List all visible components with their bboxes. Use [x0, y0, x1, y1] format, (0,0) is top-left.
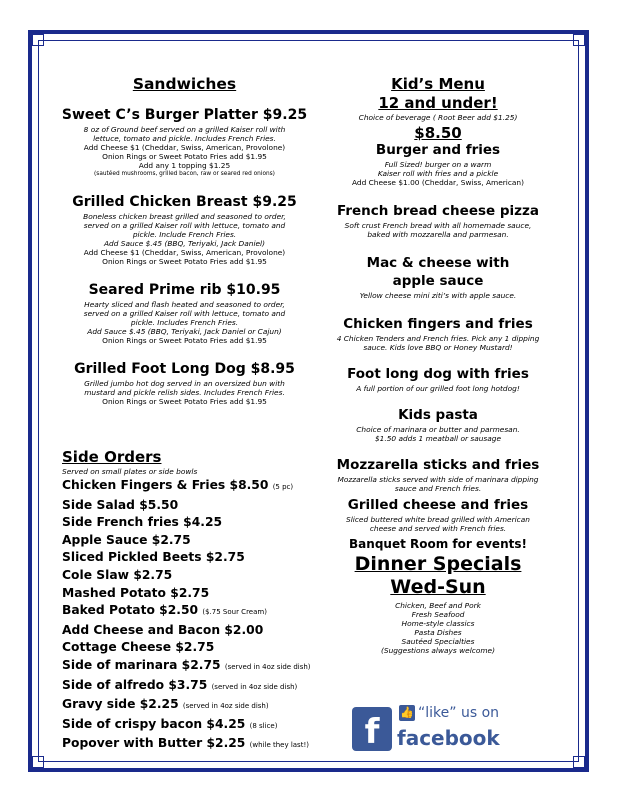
side-order-item	[62, 657, 322, 677]
kids-menu-subtitle-text: 12 and under!	[378, 94, 498, 112]
kid-item-burger	[312, 142, 564, 187]
menu-item-grilled-chicken	[52, 194, 317, 266]
item-desc: Hearty sliced and flash heated and seasoned to order,	[84, 300, 285, 309]
item-desc: 8 oz of Ground beef served on a grilled Kaiser roll with	[83, 125, 286, 134]
item-desc: Add Sauce $.45 (BBQ, Teriyaki, Jack Daniel or Cajun)	[87, 327, 282, 336]
kids-beverage-note: Choice of beverage ( Root Beer add $1.25)	[358, 113, 518, 122]
item-addon: Add any 1 topping $1.25	[138, 161, 231, 170]
item-desc: Yellow cheese mini ziti’s with apple sauce.	[359, 291, 517, 300]
side-order-item	[62, 622, 322, 640]
side-order-note: (served in 4oz side dish)	[211, 682, 298, 691]
item-desc: served on a grilled Kaiser roll with lettuce, tomato and	[83, 221, 286, 230]
corner-ornament-bl	[32, 756, 44, 768]
side-order-item	[62, 532, 322, 550]
side-order-label: Side of crispy bacon $4.25	[62, 716, 246, 731]
item-title: Mac & cheese with	[366, 255, 510, 271]
side-orders-list	[62, 477, 322, 755]
item-desc: Grilled jumbo hot dog served in an oversized bun with	[84, 379, 285, 388]
dinner-specials-days: Wed-Sun	[390, 576, 486, 598]
item-title: Grilled Chicken Breast $9.25	[72, 194, 297, 210]
corner-ornament-tl	[32, 34, 44, 46]
side-order-item	[62, 696, 322, 716]
side-order-label: Baked Potato $2.50	[62, 603, 199, 618]
side-order-note: (8 slice)	[249, 721, 278, 730]
side-order-item	[62, 639, 322, 657]
side-order-label: Chicken Fingers & Fries $8.50	[62, 478, 269, 492]
dinner-special-item: Home-style classics	[401, 619, 475, 628]
dinner-special-item: Fresh Seafood	[411, 610, 465, 619]
dinner-special-item: Pasta Dishes	[414, 628, 462, 637]
side-order-item	[62, 716, 322, 736]
item-addon: Onion Rings or Sweet Potato Fries add $1.95	[102, 336, 267, 345]
side-orders-note: Served on small plates or side bowls	[62, 467, 198, 476]
side-order-label: Popover with Butter $2.25	[62, 736, 246, 751]
kid-item-foot-long-dog	[312, 366, 564, 393]
like-label: “like” us on	[418, 705, 500, 721]
side-order-label: Cottage Cheese $2.75	[62, 640, 215, 655]
item-desc: Mozzarella sticks served with side of marinara dipping	[337, 475, 539, 484]
side-order-label: Side of marinara $2.75	[62, 657, 221, 672]
item-title: Sweet C’s Burger Platter $9.25	[61, 107, 308, 123]
item-title: Mozzarella sticks and fries	[336, 457, 540, 473]
facebook-icon: f	[352, 707, 392, 751]
facebook-wordmark: facebook	[397, 726, 500, 750]
kids-menu-section	[312, 75, 564, 655]
side-order-label: Cole Slaw $2.75	[62, 567, 173, 582]
kid-item-pizza	[312, 203, 564, 239]
side-order-label: Side of alfredo $3.75	[62, 677, 208, 692]
item-desc: sauce. Kids love BBQ or Honey Mustard!	[363, 343, 513, 352]
item-addon: Onion Rings or Sweet Potato Fries add $1.95	[102, 397, 267, 406]
item-addon: Add Cheese $1 (Cheddar, Swiss, American, Provolone)	[83, 248, 286, 257]
side-order-note: (served in 4oz side dish)	[182, 702, 269, 711]
thumbs-up-icon: 👍	[400, 706, 414, 719]
kid-item-mac-cheese	[312, 255, 564, 300]
side-order-label: Gravy side $2.25	[62, 697, 179, 712]
side-order-item	[62, 735, 322, 755]
item-title: Burger and fries	[375, 142, 501, 158]
side-order-item	[62, 549, 322, 567]
side-order-note: (while they last!)	[249, 741, 309, 750]
item-desc: 4 Chicken Tenders and French fries. Pick any 1 dipping	[336, 334, 540, 343]
kids-menu-title	[312, 75, 564, 94]
item-desc: pickle. Include French Fries.	[132, 230, 237, 239]
side-order-label: Apple Sauce $2.75	[62, 532, 191, 547]
dinner-specials-title: Dinner Specials	[354, 553, 522, 575]
menu-item-foot-long-dog	[52, 361, 317, 406]
side-order-item	[62, 514, 322, 532]
side-order-label: Side French fries $4.25	[62, 515, 223, 530]
item-desc: pickle. Includes French Fries.	[130, 318, 239, 327]
item-addon: Add Cheese $1.00 (Cheddar, Swiss, American)	[351, 178, 525, 187]
item-addon: Onion Rings or Sweet Potato Fries add $1.95	[102, 257, 267, 266]
sandwiches-title: Sandwiches	[132, 75, 237, 93]
item-title: Grilled cheese and fries	[347, 497, 529, 513]
item-desc: lettuce, tomato and pickle. Includes French Fries.	[93, 134, 276, 143]
item-desc: baked with mozzarella and parmesan.	[367, 230, 509, 239]
item-desc: served on a grilled Kaiser roll with lettuce, tomato and	[83, 309, 286, 318]
item-desc: Boneless chicken breast grilled and seasoned to order,	[83, 212, 286, 221]
item-desc: Sliced buttered white bread grilled with American	[346, 515, 530, 524]
item-title: French bread cheese pizza	[337, 203, 539, 219]
item-desc: A full portion of our grilled foot long hotdog!	[356, 384, 520, 393]
item-desc: Soft crust French bread with all homemade sauce,	[344, 221, 532, 230]
item-title-line2: apple sauce	[392, 273, 484, 289]
banquet-note: Banquet Room for events!	[349, 537, 527, 551]
side-order-item	[62, 497, 322, 515]
facebook-badge[interactable]	[352, 703, 500, 753]
side-order-label: Side Salad $5.50	[62, 497, 179, 512]
side-order-item	[62, 602, 322, 622]
item-desc: $1.50 adds 1 meatball or sausage	[374, 434, 502, 443]
side-orders-section	[62, 448, 322, 755]
side-order-label: Mashed Potato $2.75	[62, 585, 210, 600]
side-order-note: ($.75 Sour Cream)	[202, 608, 267, 617]
corner-ornament-br	[573, 756, 585, 768]
item-topping-note: (sautéed mushrooms, grilled bacon, raw or seared red onions)	[94, 171, 275, 177]
item-title: Seared Prime rib $10.95	[88, 282, 281, 298]
item-desc: Add Sauce $.45 (BBQ, Teriyaki, Jack Daniel)	[103, 239, 265, 248]
item-addon: Add Cheese $1 (Cheddar, Swiss, American, Provolone)	[83, 143, 286, 152]
dinner-special-item: Chicken, Beef and Pork	[395, 601, 481, 610]
menu-item-burger-platter	[52, 107, 317, 178]
kids-price: $8.50	[414, 124, 462, 142]
dinner-special-item: Sautéed Specialties	[401, 637, 475, 646]
kids-menu-subtitle	[312, 94, 564, 113]
dinner-specials-list	[312, 601, 564, 655]
item-desc: Choice of marinara or butter and parmesan.	[356, 425, 520, 434]
kid-item-pasta	[312, 407, 564, 443]
corner-ornament-tr	[573, 34, 585, 46]
side-order-item	[62, 477, 322, 497]
kids-menu-title-text: Kid’s Menu	[391, 75, 485, 93]
item-desc: Kaiser roll with fries and a pickle	[377, 169, 499, 178]
kid-item-chicken-fingers	[312, 316, 564, 352]
side-order-label: Sliced Pickled Beets $2.75	[62, 550, 245, 565]
item-title: Foot long dog with fries	[347, 366, 529, 382]
facebook-like-text	[399, 705, 499, 721]
side-order-note: (served in 4oz side dish)	[224, 662, 311, 671]
side-orders-title: Side Orders	[62, 448, 162, 466]
side-order-item	[62, 567, 322, 585]
side-order-item	[62, 585, 322, 603]
kid-item-grilled-cheese	[312, 497, 564, 533]
side-order-item	[62, 677, 322, 697]
item-addon: Onion Rings or Sweet Potato Fries add $1.95	[102, 152, 267, 161]
item-title: Kids pasta	[398, 407, 478, 423]
dinner-special-item: (Suggestions always welcome)	[381, 646, 495, 655]
menu-item-prime-rib	[52, 282, 317, 345]
kid-item-mozzarella	[312, 457, 564, 493]
side-order-note: (5 pc)	[272, 483, 294, 491]
item-desc: mustard and pickle relish sides. Includes French Fries.	[84, 388, 285, 397]
sandwiches-section	[52, 75, 317, 416]
item-title: Grilled Foot Long Dog $8.95	[74, 361, 295, 377]
item-desc: Full Sized! burger on a warm	[384, 160, 492, 169]
item-title: Chicken fingers and fries	[343, 316, 533, 332]
item-desc: cheese and served with French fries.	[369, 524, 507, 533]
side-order-label: Add Cheese and Bacon $2.00	[62, 622, 264, 637]
item-desc: sauce and French fries.	[394, 484, 482, 493]
